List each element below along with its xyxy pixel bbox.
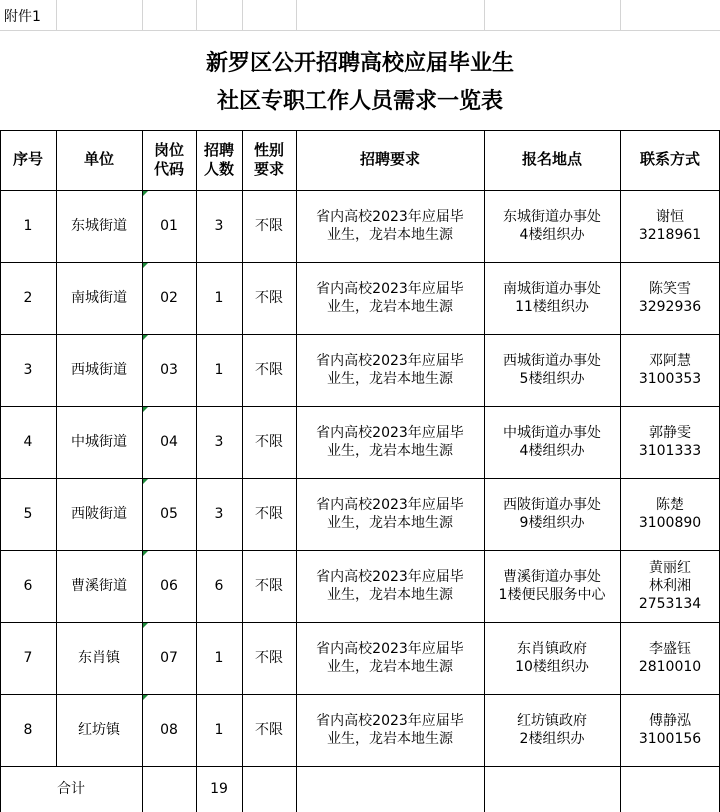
table-border [0, 334, 720, 335]
table-cell-count: 6 [214, 577, 224, 594]
table-cell-count: 3 [214, 433, 224, 450]
table-cell-gender: 不限 [255, 649, 283, 666]
cell-indicator-icon [143, 695, 148, 700]
table-cell-count: 3 [214, 217, 224, 234]
table-cell-place: 红坊镇政府 2楼组织办 [517, 712, 587, 747]
table-cell-count: 1 [214, 289, 224, 306]
sheet-gridline [0, 30, 720, 31]
sheet-gridline [484, 0, 485, 31]
table-cell-place: 曹溪街道办事处 1楼便民服务中心 [498, 568, 606, 603]
table-border [0, 478, 720, 479]
table-border [196, 130, 197, 812]
table-cell-contact: 邓阿慧 3100353 [638, 352, 702, 387]
cell-indicator-icon [143, 335, 148, 340]
table-cell-no: 1 [23, 217, 33, 234]
table-cell-unit: 西城街道 [71, 361, 127, 378]
table-cell-contact: 陈楚 3100890 [638, 496, 702, 531]
table-cell-no: 6 [23, 577, 33, 594]
table-cell-count: 1 [214, 721, 224, 738]
table-cell-code: 08 [160, 721, 178, 738]
table-cell-unit: 西陂街道 [71, 505, 127, 522]
cell-indicator-icon [143, 407, 148, 412]
table-cell-no: 5 [23, 505, 33, 522]
table-cell-gender: 不限 [255, 433, 283, 450]
table-cell-req: 省内高校2023年应届毕 业生，龙岩本地生源 [316, 424, 464, 459]
table-cell-unit: 东城街道 [71, 217, 127, 234]
table-cell-no: 3 [23, 361, 33, 378]
cell-indicator-icon [143, 479, 148, 484]
table-cell-gender: 不限 [255, 577, 283, 594]
table-cell-code: 05 [160, 505, 178, 522]
table-cell-unit: 东肖镇 [78, 649, 120, 666]
sheet-gridline [196, 0, 197, 31]
cell-indicator-icon [143, 623, 148, 628]
table-cell-code: 02 [160, 289, 178, 306]
total-value: 19 [210, 780, 228, 797]
table-cell-place: 中城街道办事处 4楼组织办 [503, 424, 601, 459]
title-line-2: 社区专职工作人员需求一览表 [216, 88, 503, 114]
table-border [0, 406, 720, 407]
cell-indicator-icon [143, 551, 148, 556]
table-cell-unit: 南城街道 [71, 289, 127, 306]
table-border [0, 550, 720, 551]
table-cell-contact: 郭静雯 3101333 [638, 424, 702, 459]
table-border [296, 130, 297, 812]
sheet-gridline [56, 0, 57, 31]
table-border [0, 766, 720, 767]
table-cell-gender: 不限 [255, 217, 283, 234]
table-cell-gender: 不限 [255, 721, 283, 738]
sheet-gridline [296, 0, 297, 31]
sheet-gridline [620, 0, 621, 31]
table-cell-place: 西城街道办事处 5楼组织办 [503, 352, 601, 387]
table-cell-place: 东肖镇政府 10楼组织办 [515, 640, 589, 675]
column-header: 联系方式 [639, 150, 700, 169]
table-cell-unit: 曹溪街道 [71, 577, 127, 594]
table-border [0, 190, 720, 191]
table-cell-unit: 红坊镇 [78, 721, 120, 738]
table-cell-req: 省内高校2023年应届毕 业生，龙岩本地生源 [316, 352, 464, 387]
column-header: 报名地点 [521, 150, 582, 169]
column-header: 性别 要求 [253, 140, 284, 178]
table-cell-gender: 不限 [255, 505, 283, 522]
title-line-1: 新罗区公开招聘高校应届毕业生 [205, 50, 514, 76]
table-border [242, 130, 243, 812]
column-header: 单位 [83, 150, 114, 169]
table-cell-count: 3 [214, 505, 224, 522]
table-border [142, 130, 143, 812]
table-cell-no: 2 [23, 289, 33, 306]
sheet-gridline [142, 0, 143, 31]
table-border [0, 262, 720, 263]
cell-indicator-icon [143, 191, 148, 196]
attachment-label: 附件1 [4, 9, 41, 25]
column-header: 序号 [12, 150, 43, 169]
sheet-gridline [242, 0, 243, 31]
table-cell-contact: 黄丽红 林利湘 2753134 [638, 559, 702, 613]
table-cell-place: 西陂街道办事处 9楼组织办 [503, 496, 601, 531]
table-cell-contact: 傅静泓 3100156 [638, 712, 702, 747]
table-border [620, 130, 621, 812]
table-border [0, 694, 720, 695]
cell-indicator-icon [143, 263, 148, 268]
table-cell-unit: 中城街道 [71, 433, 127, 450]
table-cell-contact: 谢恒 3218961 [638, 208, 702, 243]
table-cell-code: 07 [160, 649, 178, 666]
table-border [56, 130, 57, 766]
table-cell-no: 7 [23, 649, 33, 666]
total-label: 合计 [57, 780, 85, 797]
column-header: 招聘要求 [359, 150, 420, 169]
table-cell-contact: 李盛钰 2810010 [638, 640, 702, 675]
table-cell-req: 省内高校2023年应届毕 业生，龙岩本地生源 [316, 208, 464, 243]
table-cell-code: 03 [160, 361, 178, 378]
table-cell-req: 省内高校2023年应届毕 业生，龙岩本地生源 [316, 640, 464, 675]
table-cell-code: 04 [160, 433, 178, 450]
table-cell-place: 南城街道办事处 11楼组织办 [503, 280, 601, 315]
table-border [0, 130, 720, 131]
table-cell-req: 省内高校2023年应届毕 业生，龙岩本地生源 [316, 568, 464, 603]
table-cell-no: 8 [23, 721, 33, 738]
table-cell-no: 4 [23, 433, 33, 450]
table-cell-req: 省内高校2023年应届毕 业生，龙岩本地生源 [316, 280, 464, 315]
table-cell-code: 06 [160, 577, 178, 594]
table-cell-contact: 陈笑雪 3292936 [638, 280, 702, 315]
column-header: 招聘 人数 [203, 140, 234, 178]
table-border [484, 130, 485, 812]
table-cell-req: 省内高校2023年应届毕 业生，龙岩本地生源 [316, 496, 464, 531]
table-cell-gender: 不限 [255, 361, 283, 378]
table-border [0, 130, 1, 812]
table-cell-count: 1 [214, 649, 224, 666]
table-cell-req: 省内高校2023年应届毕 业生，龙岩本地生源 [316, 712, 464, 747]
table-cell-place: 东城街道办事处 4楼组织办 [503, 208, 601, 243]
table-cell-code: 01 [160, 217, 178, 234]
table-cell-gender: 不限 [255, 289, 283, 306]
column-header: 岗位 代码 [153, 140, 184, 178]
table-border [0, 622, 720, 623]
table-cell-count: 1 [214, 361, 224, 378]
